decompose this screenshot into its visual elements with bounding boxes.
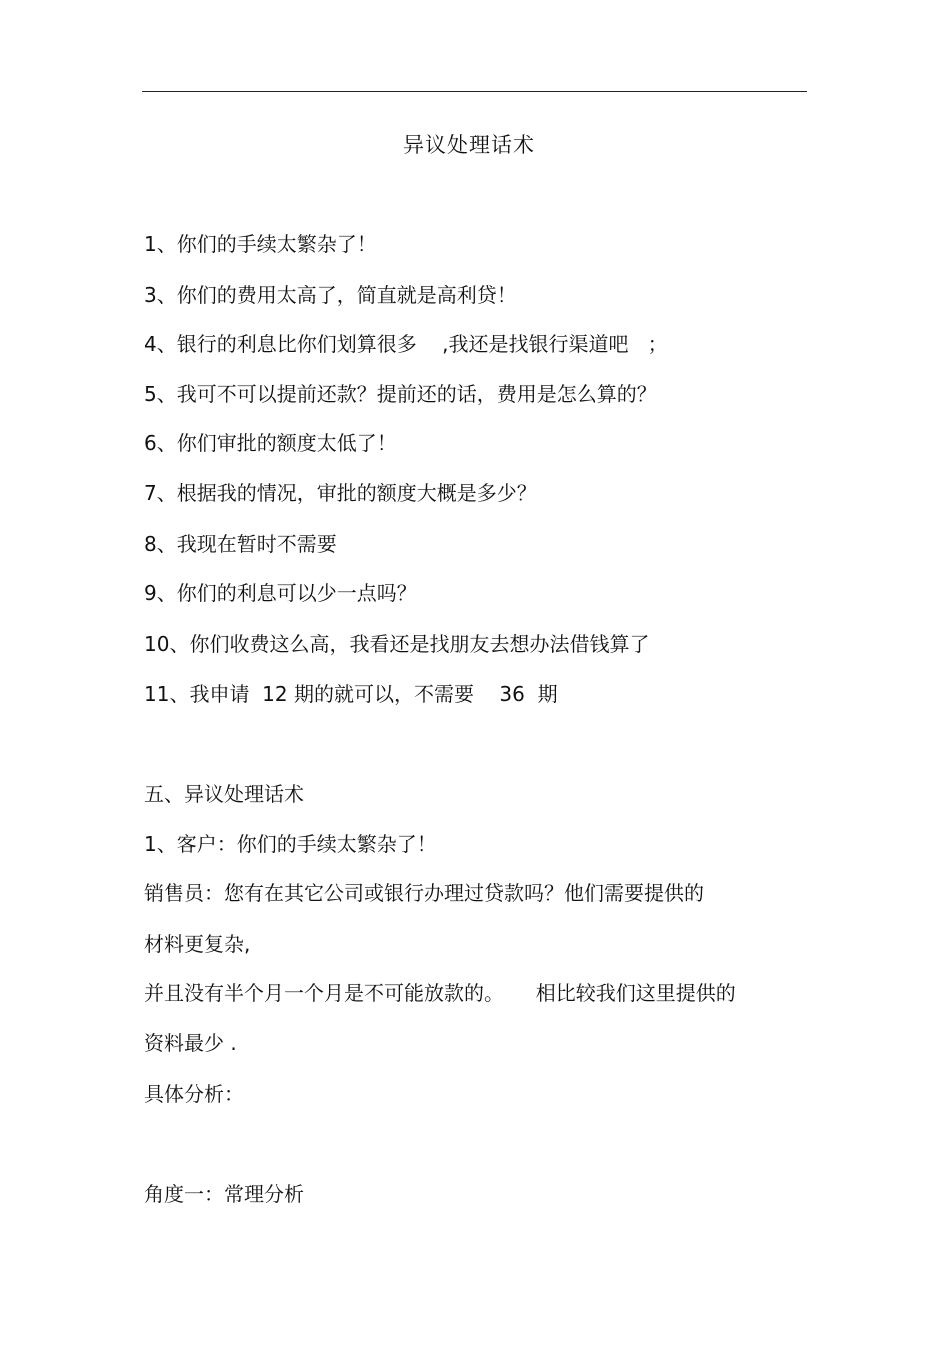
question-item: 10、你们收费这么高，我看还是找朋友去想办法借钱算了 (144, 632, 650, 656)
question-item: 11、我申请 12 期的就可以，不需要 36 期 (144, 682, 558, 706)
question-item: 6、你们审批的额度太低了！ (144, 431, 397, 455)
page-title: 异议处理话术 (403, 133, 535, 157)
customer-objection: 1、客户：你们的手续太繁杂了！ (144, 832, 437, 856)
question-item: 5、我可不可以提前还款？提前还的话，费用是怎么算的？ (144, 382, 657, 406)
question-item: 8、我现在暂时不需要 (144, 532, 337, 556)
salesperson-answer-line: 并且没有半个月一个月是不可能放款的。 相比较我们这里提供的 (144, 981, 736, 1005)
salesperson-answer-line: 材料更复杂, (144, 932, 251, 956)
question-item: 4、银行的利息比你们划算很多 ,我还是找银行渠道吧 ； (144, 332, 668, 356)
question-item: 9、你们的利息可以少一点吗？ (144, 581, 417, 605)
question-item: 3、你们的费用太高了，简直就是高利贷！ (144, 283, 517, 307)
question-item: 1、你们的手续太繁杂了！ (144, 232, 377, 256)
analysis-label: 具体分析： (144, 1082, 244, 1106)
angle-heading: 角度一：常理分析 (144, 1182, 304, 1206)
salesperson-answer-line: 资料最少 . (144, 1031, 237, 1055)
section-heading: 五、异议处理话术 (144, 782, 304, 806)
question-item: 7、根据我的情况，审批的额度大概是多少？ (144, 481, 537, 505)
header-rule (142, 91, 807, 92)
salesperson-answer-line: 销售员：您有在其它公司或银行办理过贷款吗？他们需要提供的 (144, 881, 704, 905)
